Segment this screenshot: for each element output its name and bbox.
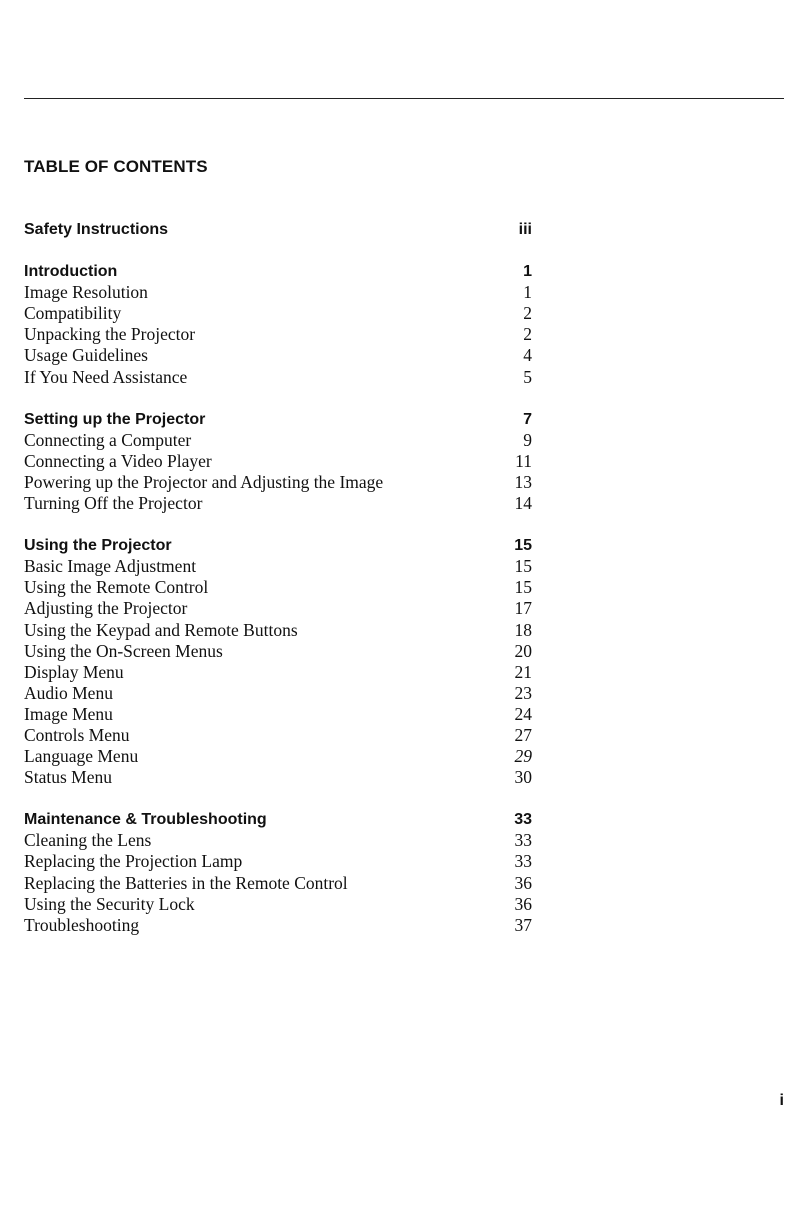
toc-entry-label: Controls Menu <box>24 724 130 745</box>
toc-entry-label: Powering up the Projector and Adjusting the Image <box>24 471 384 492</box>
toc-entry[interactable] <box>24 767 532 788</box>
toc-entry[interactable] <box>24 830 532 851</box>
toc-entry[interactable] <box>24 282 532 303</box>
toc-entry[interactable] <box>24 704 532 725</box>
toc-entry-label: Audio Menu <box>24 682 113 703</box>
header-rule <box>24 98 784 99</box>
toc-entry[interactable] <box>24 915 532 936</box>
toc-entry[interactable] <box>24 472 532 493</box>
toc-section <box>24 409 532 514</box>
toc-entry-page-number: 20 <box>514 640 532 661</box>
toc-entry-page-number: 15 <box>514 577 532 598</box>
toc-entry-page-number: 23 <box>514 682 532 703</box>
toc-entry[interactable] <box>24 598 532 619</box>
toc-heading-page-number: 7 <box>523 410 532 428</box>
toc-heading-label: Introduction <box>24 263 118 281</box>
toc-section <box>24 809 532 936</box>
toc-entry-label: Image Menu <box>24 703 113 724</box>
toc-entry-label: Connecting a Computer <box>24 429 192 450</box>
toc-entry-label: Turning Off the Projector <box>24 493 203 514</box>
toc-entry-page-number: 36 <box>514 872 532 893</box>
toc-entry[interactable] <box>24 894 532 915</box>
toc-entry-page-number: 30 <box>514 767 532 788</box>
toc-section-heading[interactable] <box>24 261 532 282</box>
toc-entry-label: Replacing the Batteries in the Remote Control <box>24 872 348 893</box>
toc-entry[interactable] <box>24 303 532 324</box>
toc-entry-page-number: 36 <box>514 893 532 914</box>
toc-entry-page-number: 27 <box>514 724 532 745</box>
toc-entry[interactable] <box>24 683 532 704</box>
toc-heading-label: Using the Projector <box>24 537 172 555</box>
toc-entry-page-number: 1 <box>523 282 532 303</box>
toc-entry-page-number: 17 <box>514 598 532 619</box>
toc-entry[interactable] <box>24 873 532 894</box>
toc-entry-page-number: 2 <box>523 324 532 345</box>
toc-entry[interactable] <box>24 851 532 872</box>
toc-entry-page-number: 21 <box>514 661 532 682</box>
toc-entry-page-number: 9 <box>523 429 532 450</box>
toc-section-heading[interactable] <box>24 219 532 240</box>
toc-entry[interactable] <box>24 641 532 662</box>
toc-heading-page-number: 15 <box>514 537 532 555</box>
toc-entry-label: Connecting a Video Player <box>24 450 212 471</box>
toc-entry[interactable] <box>24 577 532 598</box>
toc-section <box>24 535 532 788</box>
toc-entry-page-number: 13 <box>514 471 532 492</box>
toc-entry[interactable] <box>24 556 532 577</box>
toc-entry-page-number: 5 <box>523 366 532 387</box>
toc-entry-page-number: 2 <box>523 303 532 324</box>
toc-entry-page-number: 14 <box>514 493 532 514</box>
toc-heading-label: Maintenance & Troubleshooting <box>24 811 267 829</box>
toc-entry-page-number: 24 <box>514 703 532 724</box>
toc-entry-page-number: 11 <box>515 450 532 471</box>
toc-entry-label: Display Menu <box>24 661 124 682</box>
toc-entry-label: Image Resolution <box>24 282 148 303</box>
toc-entry-label: Usage Guidelines <box>24 345 148 366</box>
toc-entry-label: Using the On-Screen Menus <box>24 640 223 661</box>
toc-entry-label: Status Menu <box>24 767 112 788</box>
toc-entry-label: Adjusting the Projector <box>24 598 188 619</box>
toc-section <box>24 261 532 388</box>
toc-section-heading[interactable] <box>24 809 532 830</box>
toc-entry[interactable] <box>24 746 532 767</box>
toc-heading-label: Setting up the Projector <box>24 410 206 428</box>
toc-entry-page-number: 4 <box>523 345 532 366</box>
toc-entry[interactable] <box>24 345 532 366</box>
toc-heading-page-number: 33 <box>514 811 532 829</box>
toc-entry-page-number: 29 <box>514 746 532 767</box>
toc-entry-label: Using the Keypad and Remote Buttons <box>24 619 298 640</box>
toc-entry-label: Language Menu <box>24 746 139 767</box>
toc-entry[interactable] <box>24 662 532 683</box>
toc-entry-page-number: 33 <box>514 851 532 872</box>
toc-section-heading[interactable] <box>24 535 532 556</box>
toc-entry-label: Troubleshooting <box>24 914 140 935</box>
toc-heading-page-number: iii <box>518 221 532 238</box>
page-number: i <box>779 1092 784 1109</box>
toc-entry-label: If You Need Assistance <box>24 366 188 387</box>
toc-entry-page-number: 37 <box>514 914 532 935</box>
toc-section-heading[interactable] <box>24 409 532 430</box>
toc-entry-label: Compatibility <box>24 303 122 324</box>
toc-entry-page-number: 15 <box>514 556 532 577</box>
toc-entry[interactable] <box>24 620 532 641</box>
toc-entry[interactable] <box>24 324 532 345</box>
toc-entry-page-number: 33 <box>514 830 532 851</box>
table-of-contents <box>24 219 532 957</box>
toc-section <box>24 219 532 240</box>
toc-entry[interactable] <box>24 451 532 472</box>
toc-entry[interactable] <box>24 430 532 451</box>
toc-entry[interactable] <box>24 493 532 514</box>
toc-heading-page-number: 1 <box>523 263 532 281</box>
toc-entry[interactable] <box>24 725 532 746</box>
toc-heading-label: Safety Instructions <box>24 221 169 238</box>
toc-entry-label: Replacing the Projection Lamp <box>24 851 243 872</box>
toc-entry[interactable] <box>24 367 532 388</box>
page-title: TABLE OF CONTENTS <box>24 157 208 176</box>
toc-entry-label: Using the Security Lock <box>24 893 195 914</box>
toc-entry-label: Cleaning the Lens <box>24 830 152 851</box>
toc-entry-label: Unpacking the Projector <box>24 324 196 345</box>
toc-entry-page-number: 18 <box>514 619 532 640</box>
toc-entry-label: Using the Remote Control <box>24 577 209 598</box>
toc-entry-label: Basic Image Adjustment <box>24 556 197 577</box>
